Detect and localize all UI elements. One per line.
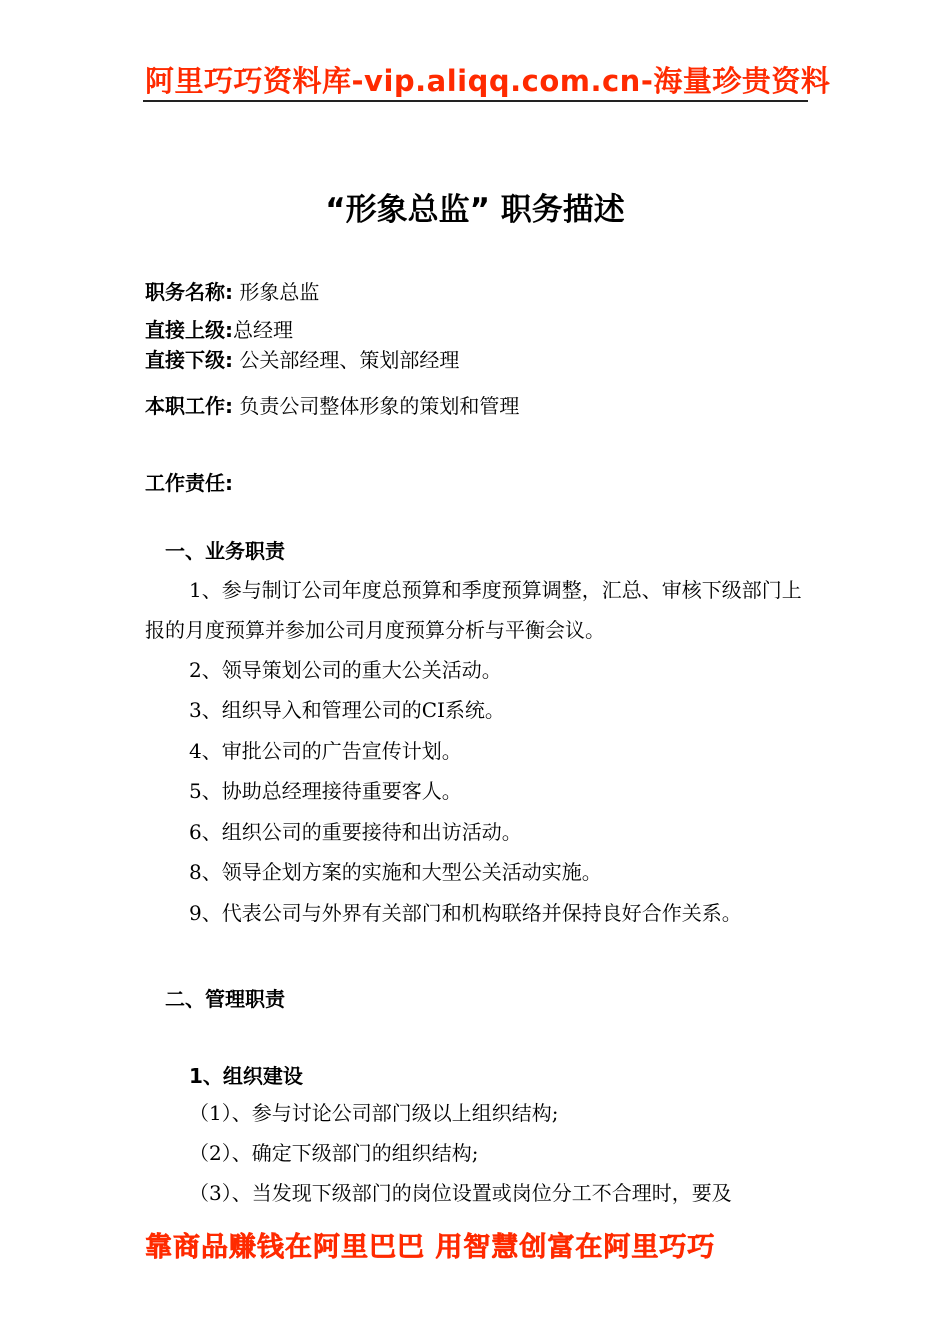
field-value: 公关部经理、策划部经理 [239,348,460,372]
field-main-work [145,392,519,420]
field-job-name [145,278,319,306]
section-heading-business: 一、业务职责 [165,539,285,563]
list-item: 1、参与制订公司年度总预算和季度预算调整，汇总、审核下级部门上报的月度预算并参加公司月度预算分析与平衡会议。 [145,578,802,642]
list-item: （1）、参与讨论公司部门级以上组织结构; [189,1101,559,1125]
list-item: 4、审批公司的广告宣传计划。 [189,739,462,763]
list-item: 6、组织公司的重要接待和出访活动。 [189,820,522,844]
field-value: 总经理 [233,318,293,342]
field-label: 直接上级: [145,318,233,342]
list-item: （2）、确定下级部门的组织结构; [189,1141,479,1165]
field-label: 职务名称: [145,280,233,304]
list-item: 8、领导企划方案的实施和大型公关活动实施。 [189,860,602,884]
sub-heading-organization: 1、组织建设 [189,1064,303,1088]
list-item: 3、组织导入和管理公司的CI系统。 [189,698,505,722]
list-item: （3）、当发现下级部门的岗位设置或岗位分工不合理时，要及 [189,1181,732,1205]
field-value: 形象总监 [239,280,320,304]
field-label: 本职工作: [145,394,233,418]
field-direct-subordinate [145,346,459,374]
footer-banner: 靠商品赚钱在阿里巴巴 用智慧创富在阿里巧巧 [145,1232,716,1263]
list-item: 9、代表公司与外界有关部门和机构联络并保持良好合作关系。 [189,901,742,925]
section-heading-management: 二、管理职责 [165,987,285,1011]
list-item: 5、协助总经理接待重要客人。 [189,779,462,803]
list-item: 2、领导策划公司的重大公关活动。 [189,658,502,682]
field-value: 负责公司整体形象的策划和管理 [239,394,520,418]
document-title: “形象总监” 职务描述 [325,192,625,228]
responsibilities-heading: 工作责任: [145,471,233,495]
header-divider [143,100,808,102]
header-banner: 阿里巧巧资料库-vip.aliqq.com.cn-海量珍贵资料 [145,64,831,98]
field-label: 直接下级: [145,348,233,372]
field-direct-superior [145,316,293,344]
